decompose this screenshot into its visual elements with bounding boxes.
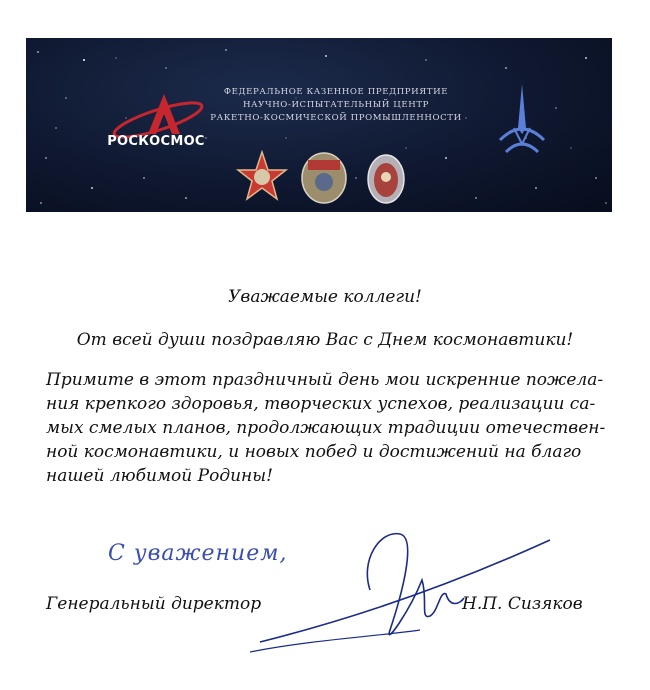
paragraph-line: мых смелых планов, продолжающих традиции отечествен- — [46, 418, 606, 438]
paragraph-line: нашей любимой Родины! — [46, 466, 273, 486]
org-line: РАКЕТНО-КОСМИЧЕСКОЙ ПРОМЫШЛЕННОСТИ — [210, 113, 462, 123]
order-star-icon — [238, 152, 286, 199]
handwritten-regards: С уважением, — [108, 541, 288, 566]
org-line: НАУЧНО-ИСПЫТАТЕЛЬНЫЙ ЦЕНТР — [242, 100, 430, 110]
rocket-emblem-icon — [492, 82, 552, 158]
orders-row — [234, 150, 414, 206]
logo-text: РОСКОСМОС — [107, 134, 205, 149]
org-line: ФЕДЕРАЛЬНОЕ КАЗЕННОЕ ПРЕДПРИЯТИЕ — [223, 87, 449, 97]
signatory-name: Н.П. Сизяков — [462, 594, 583, 614]
wishes-paragraph — [46, 368, 606, 488]
organization-name — [196, 86, 476, 125]
paragraph-line: ной космонавтики, и новых побед и достижений на благо — [46, 442, 582, 462]
order-medal-icon — [368, 155, 404, 203]
greeting: Уважаемые коллеги! — [228, 287, 422, 307]
signatory-role: Генеральный директор — [46, 594, 262, 614]
paragraph-line: ния крепкого здоровья, творческих успехов, реализации са- — [46, 394, 596, 414]
congratulation-line: От всей души поздравляю Вас с Днем космонавтики! — [76, 330, 574, 350]
signature-scribble — [250, 520, 560, 660]
paragraph-line: Примите в этот праздничный день мои искренние пожела- — [46, 370, 604, 390]
header-banner — [26, 38, 612, 212]
order-banner-icon — [302, 153, 346, 203]
